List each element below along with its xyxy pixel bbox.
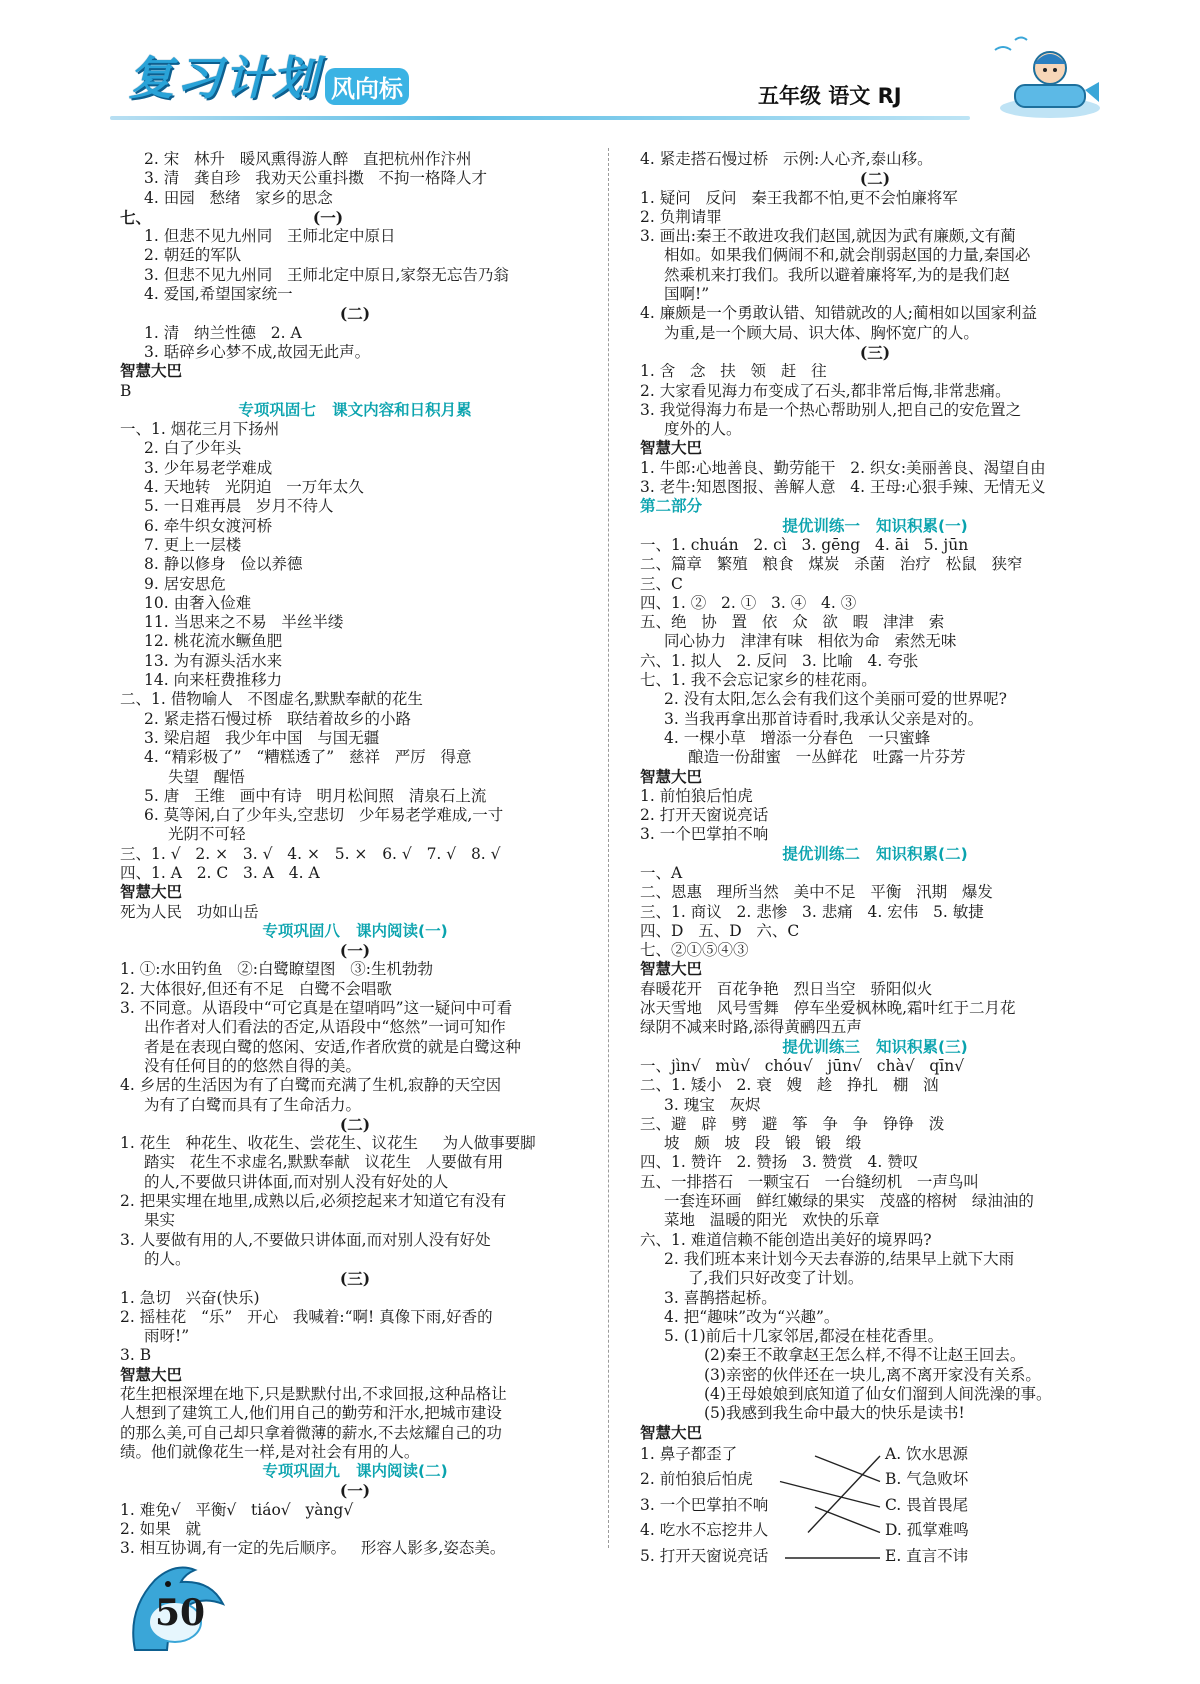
- answer-line: 1. 难免√ 平衡√ tiáo√ yàng√: [120, 1500, 354, 1519]
- answer-line: 的人。: [144, 1249, 191, 1268]
- answer-line: 一、jìn√ mù√ chóu√ jūn√ chà√ qīn√: [640, 1056, 965, 1075]
- answer-line: 5. 一日难再晨 岁月不待人: [144, 497, 334, 516]
- answer-line: 4. 爱国,希望国家统一: [144, 285, 293, 304]
- answer-line: 二、1. 借物喻人 不图虚名,默默奉献的花生: [120, 690, 423, 709]
- answer-line: 1. 但悲不见九州同 王师北定中原日: [144, 227, 396, 246]
- answer-line: 酿造一份甜蜜 一丛鲜花 吐露一片芬芳: [688, 748, 966, 767]
- answer-line: 4. “精彩极了” “糟糕透了” 慈祥 严厉 得意: [144, 748, 472, 767]
- answer-line: 三、1. √ 2. × 3. √ 4. × 5. × 6. √ 7. √ 8. √: [120, 844, 501, 863]
- answer-line: 六、1. 难道信赖不能创造出美好的境界吗?: [640, 1230, 932, 1249]
- subsection-label: 智慧大巴: [640, 439, 703, 458]
- answer-line: 2. 负荆请罪: [640, 207, 722, 226]
- match-line: [815, 1456, 880, 1482]
- answer-line: 三、避 辟 劈 避 筝 争 争 铮铮 泼: [640, 1114, 945, 1133]
- matching-exercise: [640, 1445, 1110, 1580]
- section-heading: 提优训练三 知识积累(三): [782, 1037, 968, 1056]
- column-divider: [608, 148, 609, 1548]
- answer-line: 五、一排搭石 一颗宝石 一台缝纫机 一声鸟叫: [640, 1172, 979, 1191]
- match-right-item: E. 直言不讳: [885, 1546, 969, 1565]
- answer-line: (二): [339, 1114, 371, 1134]
- answer-line: 5. 唐 王维 画中有诗 明月松间照 清泉石上流: [144, 786, 487, 805]
- answer-line: 10. 由奢入俭难: [144, 593, 252, 612]
- section-heading: 专项巩固九 课内阅读(二): [262, 1462, 448, 1481]
- answer-line: 3. 画出:秦王不敢进攻我们赵国,就因为武有廉颇,文有蔺: [640, 227, 1016, 246]
- answer-line: 的那么美,可自己却只拿着微薄的薪水,不去炫耀自己的功: [120, 1423, 502, 1442]
- answer-line: 4. 一棵小草 增添一分春色 一只蜜蜂: [664, 728, 931, 747]
- page-header: [0, 0, 1200, 135]
- answer-line: 6. 牵牛织女渡河桥: [144, 516, 273, 535]
- answer-line: 踏实 花生不求虚名,默默奉献 议花生 人要做有用: [144, 1153, 504, 1172]
- section-heading: 专项巩固八 课内阅读(一): [262, 921, 448, 940]
- answer-line: 2. 大体很好,但还有不足 白鹭不会唱歌: [120, 979, 392, 998]
- answer-line: 为有了白鹭而具有了生命活力。: [144, 1095, 362, 1114]
- answer-line: 同心协力 津津有味 相依为命 索然无味: [664, 632, 957, 651]
- subsection-label: 智慧大巴: [640, 1423, 703, 1442]
- match-line: [815, 1507, 880, 1533]
- match-line: [780, 1481, 880, 1507]
- logo-subtitle: 风向标: [325, 68, 409, 105]
- right-column: [640, 150, 1110, 1580]
- answer-line: 冰天雪地 风号雪舞 停车坐爱枫林晚,霜叶红于二月花: [640, 999, 1016, 1018]
- answer-line: 3. 人要做有用的人,不要做只讲体面,而对别人没有好处: [120, 1230, 491, 1249]
- answer-line: 出作者对人们看法的否定,从语段中“悠然”一词可知作: [144, 1018, 506, 1037]
- match-left-item: 1. 鼻子都歪了: [640, 1444, 738, 1463]
- answer-line: 2. 紧走搭石慢过桥 联结着故乡的小路: [144, 709, 411, 728]
- answer-line: 1. 前怕狼后怕虎: [640, 786, 753, 805]
- answer-line: 菜地 温暖的阳光 欢快的乐章: [664, 1211, 880, 1230]
- answer-line: 然乘机来打我们。我所以避着廉将军,为的是我们赵: [664, 265, 1010, 284]
- answer-line: 四、D 五、D 六、C: [640, 921, 800, 940]
- answer-line: B: [120, 381, 132, 400]
- answer-line: 3. 喜鹊搭起桥。: [664, 1288, 777, 1307]
- subsection-label: 智慧大巴: [120, 362, 183, 381]
- answer-line: 没有任何目的的悠然自得的美。: [144, 1056, 362, 1075]
- answer-line: 1. 急切 兴奋(快乐): [120, 1288, 260, 1307]
- answer-line: 绩。他们就像花生一样,是对社会有用的人。: [120, 1442, 420, 1461]
- match-right-item: A. 饮水思源: [885, 1444, 969, 1463]
- answer-line: 3. 相互协调,有一定的先后顺序。 形容人影多,姿态美。: [120, 1539, 506, 1558]
- section-heading: 提优训练一 知识积累(一): [782, 516, 968, 535]
- match-right-item: B. 气急败坏: [885, 1470, 969, 1489]
- answer-line: 人想到了建筑工人,他们用自己的勤劳和汗水,把城市建设: [120, 1404, 502, 1423]
- answer-line: (4)王母娘娘到底知道了仙女们溜到人间洗澡的事。: [704, 1385, 1052, 1403]
- answer-line: 3. 清 龚自珍 我劝天公重抖擞 不拘一格降人才: [144, 169, 488, 188]
- match-right-item: C. 畏首畏尾: [885, 1495, 969, 1514]
- answer-line: 春暖花开 百花争艳 烈日当空 骄阳似火: [640, 979, 933, 998]
- answer-line: 第二部分: [640, 497, 703, 516]
- answer-line: 3. 不同意。从语段中“可它真是在望哨吗”这一疑问中可看: [120, 999, 513, 1018]
- answer-line: 者是在表现白鹭的悠闲、安适,作者欣赏的就是白鹭这种: [144, 1037, 521, 1056]
- answer-line: (三): [339, 1269, 371, 1289]
- subsection-label: 智慧大巴: [120, 1365, 183, 1384]
- answer-line: 2. 白了少年头: [144, 439, 242, 458]
- answer-line: 4. 田园 愁绪 家乡的思念: [144, 188, 333, 207]
- answer-line: 11. 当思来之不易 半丝半缕: [144, 613, 344, 632]
- grade-subject-label: 五年级 语文 RJ: [758, 84, 902, 108]
- answer-line: 1. 花生 种花生、收花生、尝花生、议花生 为人做事要脚: [120, 1134, 536, 1153]
- answer-line: 3. 梁启超 我少年中国 与国无疆: [144, 728, 380, 747]
- logo-title: 复习计划: [128, 51, 320, 105]
- match-left-item: 3. 一个巴掌拍不响: [640, 1495, 769, 1514]
- answer-line: 2. 打开天窗说亮话: [640, 806, 769, 825]
- answer-line: 3. 一个巴掌拍不响: [640, 825, 769, 844]
- answer-line: 2. 我们班本来计划今天去春游的,结果早上就下大雨: [664, 1249, 1015, 1268]
- answer-line: 3. 我觉得海力布是一个热心帮助别人,把自己的安危置之: [640, 400, 1022, 419]
- answer-line: (二): [859, 169, 891, 189]
- answer-line: 四、1. A 2. C 3. A 4. A: [120, 863, 320, 882]
- answer-line: 12. 桃花流水鳜鱼肥: [144, 632, 283, 651]
- answer-line: 4. 紧走搭石慢过桥 示例:人心齐,泰山移。: [640, 150, 933, 168]
- answer-line: 的人,不要做只讲体面,而对别人没有好处的人: [144, 1172, 449, 1191]
- answer-line: 7. 更上一层楼: [144, 535, 242, 554]
- answer-line: 9. 居安思危: [144, 574, 226, 593]
- answer-line: 光阴不可轻: [168, 825, 246, 844]
- answer-line: 相如。如果我们俩闹不和,就会削弱赵国的力量,秦国必: [664, 246, 1031, 265]
- answer-line: 花生把根深埋在地下,只是默默付出,不求回报,这种品格让: [120, 1385, 507, 1403]
- subsection-label: 智慧大巴: [640, 767, 703, 786]
- left-column: [120, 150, 590, 1559]
- answer-line: 七、1. 我不会忘记家乡的桂花雨。: [640, 671, 877, 690]
- answer-line: (一): [339, 1481, 371, 1501]
- answer-line: 2. 摇桂花 “乐” 开心 我喊着:“啊! 真像下雨,好香的: [120, 1307, 493, 1326]
- answer-line: 死为人民 功如山岳: [120, 902, 259, 921]
- answer-line: 六、1. 拟人 2. 反问 3. 比喻 4. 夸张: [640, 651, 919, 670]
- answer-line: 2. 如果 就: [120, 1520, 201, 1539]
- answer-line: 一、1. 烟花三月下扬州: [120, 420, 280, 439]
- subsection-label: 智慧大巴: [640, 960, 703, 979]
- answer-line: 二、恩惠 理所当然 美中不足 平衡 汛期 爆发: [640, 883, 993, 902]
- answer-line: 8. 静以修身 俭以养德: [144, 555, 303, 574]
- answer-line: 3. 瑰宝 灰烬: [664, 1095, 761, 1114]
- answer-line: 七、②①⑤④③: [640, 941, 749, 960]
- answer-line: 3. 当我再拿出那首诗看时,我承认父亲是对的。: [664, 709, 984, 728]
- answer-line: 度外的人。: [664, 420, 742, 439]
- answer-line: 为重,是一个顾大局、识大体、胸怀宽广的人。: [664, 323, 979, 342]
- subsection-label: 智慧大巴: [120, 883, 183, 902]
- section-heading: 专项巩固七 课文内容和日积月累: [238, 400, 472, 419]
- answer-line: 二、1. 矮小 2. 衰 嫂 趁 挣扎 棚 汹: [640, 1076, 939, 1095]
- header-divider: [110, 116, 970, 120]
- answer-line: (三): [859, 342, 891, 362]
- answer-line: (5)我感到我生命中最大的快乐是读书!: [704, 1404, 965, 1423]
- answer-line: 1. ①:水田钓鱼 ②:白鹭瞭望图 ③:生机勃勃: [120, 960, 433, 979]
- answer-line: 一套连环画 鲜红嫩绿的果实 茂盛的榕树 绿油油的: [664, 1192, 1034, 1211]
- answer-line: 2. 宋 林升 暖风熏得游人醉 直把杭州作汴州: [144, 150, 472, 168]
- answer-line: 6. 莫等闲,白了少年头,空悲切 少年易老学难成,一寸: [144, 806, 504, 825]
- answer-line: 2. 把果实埋在地里,成熟以后,必须挖起来才知道它有没有: [120, 1192, 507, 1211]
- answer-line: 七、 (一): [120, 207, 344, 227]
- answer-line: (2)秦王不敢拿赵王怎么样,不得不让赵王回去。: [704, 1346, 1026, 1365]
- answer-line: 1. 含 念 扶 领 赶 往: [640, 362, 827, 381]
- answer-line: 坡 颇 坡 段 锻 锻 缎: [664, 1134, 862, 1153]
- answer-line: 4. 廉颇是一个勇敢认错、知错就改的人;蔺相如以国家利益: [640, 304, 1037, 323]
- answer-line: 1. 牛郎:心地善良、勤劳能干 2. 织女:美丽善良、渴望自由: [640, 458, 1046, 477]
- answer-line: 五、绝 协 置 依 众 欲 暇 津津 索: [640, 613, 945, 632]
- answer-line: 3. 但悲不见九州同 王师北定中原日,家祭无忘告乃翁: [144, 265, 509, 284]
- answer-line: 二、篇章 繁殖 粮食 煤炭 杀菌 治疗 松鼠 狭窄: [640, 555, 1023, 574]
- answer-line: 一、1. chuán 2. cì 3. gēng 4. āi 5. jūn: [640, 535, 969, 554]
- answer-line: 了,我们只好改变了计划。: [688, 1269, 864, 1288]
- answer-line: 果实: [144, 1211, 176, 1230]
- answer-line: 1. 疑问 反问 秦王我都不怕,更不会怕廉将军: [640, 188, 958, 207]
- answer-line: 1. 清 纳兰性德 2. A: [144, 323, 302, 342]
- answer-line: 2. 朝廷的军队: [144, 246, 242, 265]
- answer-line: 2. 大家看见海力布变成了石头,都非常后悔,非常悲痛。: [640, 381, 1011, 400]
- section-heading: 提优训练二 知识积累(二): [782, 844, 968, 863]
- answer-line: 绿阴不减来时路,添得黄鹂四五声: [640, 1018, 862, 1037]
- answer-line: (一): [339, 941, 371, 961]
- answer-line: 三、1. 商议 2. 悲惨 3. 悲痛 4. 宏伟 5. 敏捷: [640, 902, 984, 921]
- answer-line: 一、A: [640, 863, 683, 882]
- answer-line: 四、1. ② 2. ① 3. ④ 4. ③: [640, 593, 857, 612]
- answer-line: 国啊!”: [664, 285, 710, 304]
- match-left-item: 2. 前怕狼后怕虎: [640, 1470, 753, 1489]
- match-left-item: 4. 吃水不忘挖井人: [640, 1521, 769, 1540]
- answer-line: 失望 醒悟: [168, 767, 245, 786]
- answer-line: 三、C: [640, 574, 683, 593]
- answer-line: 5. (1)前后十几家邻居,都浸在桂花香里。: [664, 1327, 944, 1346]
- answer-line: 4. 天地转 光阴迫 一万年太久: [144, 478, 364, 497]
- answer-line: 3. 老牛:知恩图报、善解人意 4. 王母:心狠手辣、无情无义: [640, 478, 1046, 497]
- answer-line: 3. 少年易老学难成: [144, 458, 273, 477]
- mascot-plane-icon: [985, 30, 1105, 130]
- page-number: 50: [155, 1592, 206, 1634]
- answer-line: 13. 为有源头活水来: [144, 651, 283, 670]
- answer-line: 四、1. 赞许 2. 赞扬 3. 赞赏 4. 赞叹: [640, 1153, 919, 1172]
- answer-line: 14. 向来枉费推移力: [144, 671, 283, 690]
- answer-line: 4. 乡居的生活因为有了白鹭而充满了生机,寂静的天空因: [120, 1076, 502, 1095]
- answer-line: (二): [339, 304, 371, 324]
- answer-line: 雨呀!”: [144, 1327, 190, 1346]
- match-left-item: 5. 打开天窗说亮话: [640, 1546, 769, 1565]
- match-right-item: D. 孤掌难鸣: [885, 1521, 969, 1540]
- answer-line: 3. B: [120, 1346, 152, 1365]
- answer-line: (3)亲密的伙伴还在一块儿,离不离开家没有关系。: [704, 1365, 1041, 1384]
- answer-line: 4. 把“趣味”改为“兴趣”。: [664, 1307, 840, 1326]
- answer-line: 2. 没有太阳,怎么会有我们这个美丽可爱的世界呢?: [664, 690, 1007, 709]
- answer-line: 3. 聒碎乡心梦不成,故园无此声。: [144, 342, 371, 361]
